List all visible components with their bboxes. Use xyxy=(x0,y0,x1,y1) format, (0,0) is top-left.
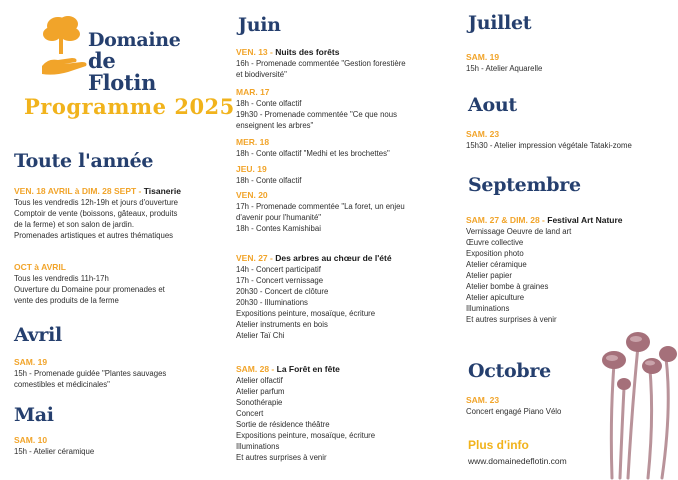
event-title: La Forêt en fête xyxy=(276,364,340,374)
event-title: Des arbres au chœur de l'été xyxy=(275,253,392,263)
event-date: VEN. 18 AVRIL à DIM. 28 SEPT - xyxy=(14,186,144,196)
event-line: Sortie de résidence théâtre xyxy=(236,420,330,429)
event-line: Atelier bombe à graines xyxy=(466,282,549,291)
logo xyxy=(38,14,188,95)
event-line: Ouverture du Domaine pour promenades et xyxy=(14,285,165,294)
event-juin-18 xyxy=(236,137,461,159)
event-title: Festival Art Nature xyxy=(547,215,623,225)
event-line: Atelier Taï Chi xyxy=(236,331,285,340)
event-date: SAM. 19 xyxy=(466,52,500,62)
event-line: Œuvre collective xyxy=(466,238,524,247)
event-line: Promenades artistiques et autres thématiques xyxy=(14,231,174,240)
event-line: Illuminations xyxy=(466,304,510,313)
event-date: VEN. 13 - xyxy=(236,47,276,57)
heading-year-round: Toute l'année xyxy=(14,150,154,172)
website-link[interactable]: www.domainedeflotin.com xyxy=(468,456,567,466)
event-line: d'avenir pour l'humanité" xyxy=(236,213,322,222)
event-juin-27 xyxy=(236,253,461,341)
heading-avril: Avril xyxy=(14,324,62,346)
event-line: Expositions peinture, mosaïque, écriture xyxy=(236,309,376,318)
event-tisanerie xyxy=(14,186,229,241)
heading-aout: Aout xyxy=(468,94,517,116)
event-line: Exposition photo xyxy=(466,249,524,258)
event-line: Et autres surprises à venir xyxy=(466,315,557,324)
event-line: comestibles et médicinales" xyxy=(14,380,110,389)
programme-title: Programme 2025 xyxy=(24,94,235,119)
event-title: Nuits des forêts xyxy=(275,47,340,57)
event-line: Atelier parfum xyxy=(236,387,285,396)
event-avril-19 xyxy=(14,357,229,390)
event-line: Atelier olfactif xyxy=(236,376,283,385)
event-line: Atelier papier xyxy=(466,271,512,280)
event-mai-10 xyxy=(14,435,229,457)
event-date: SAM. 10 xyxy=(14,435,48,445)
event-line: 15h30 - Atelier impression végétale Tataki-zome xyxy=(466,141,632,150)
event-juin-19 xyxy=(236,164,461,186)
event-line: 19h30 - Promenade commentée "Ce que nous xyxy=(236,110,397,119)
event-title: Tisanerie xyxy=(143,186,181,196)
logo-line-2: de Flotin xyxy=(88,48,157,95)
event-line: Atelier instruments en bois xyxy=(236,320,328,329)
event-date: MER. 18 xyxy=(236,137,270,147)
event-juin-28 xyxy=(236,364,461,463)
event-juin-20 xyxy=(236,190,461,234)
event-line: 16h - Promenade commentée "Gestion forestière xyxy=(236,59,406,68)
event-line: de la ferme) et son salon de jardin. xyxy=(14,220,135,229)
event-date: SAM. 19 xyxy=(14,357,48,367)
event-line: 14h - Concert participatif xyxy=(236,265,321,274)
heading-juin: Juin xyxy=(238,14,281,36)
event-date: SAM. 28 - xyxy=(236,364,277,374)
event-line: Sonothérapie xyxy=(236,398,283,407)
event-line: 15h - Promenade guidée "Plantes sauvages xyxy=(14,369,167,378)
event-juillet-19 xyxy=(466,52,671,74)
event-line: Comptoir de vente (boissons, gâteaux, produits xyxy=(14,209,178,218)
event-line: vente des produits de la ferme xyxy=(14,296,119,305)
event-line: enseignent les arbres" xyxy=(236,121,314,130)
event-line: 18h - Conte olfactif xyxy=(236,176,302,185)
event-date: MAR. 17 xyxy=(236,87,270,97)
event-line: 20h30 - Illuminations xyxy=(236,298,308,307)
event-line: Atelier céramique xyxy=(466,260,527,269)
event-line: 15h - Atelier céramique xyxy=(14,447,95,456)
info-heading: Plus d'info xyxy=(468,438,529,452)
event-line: 18h - Conte olfactif xyxy=(236,99,302,108)
heading-mai: Mai xyxy=(14,404,54,426)
event-date: VEN. 27 - xyxy=(236,253,276,263)
event-line: Concert engagé Piano Vélo xyxy=(466,407,562,416)
event-line: Illuminations xyxy=(236,442,280,451)
event-septembre-27 xyxy=(466,215,671,325)
tree-hand-icon xyxy=(38,14,92,84)
logo-line-1: Domaine xyxy=(88,29,181,51)
event-line: et biodiversité" xyxy=(236,70,287,79)
event-aout-23 xyxy=(466,129,671,151)
event-line: 18h - Contes Kamishibai xyxy=(236,224,321,233)
event-oct-avril xyxy=(14,262,229,306)
event-date: SAM. 23 xyxy=(466,395,500,405)
event-line: Atelier apiculture xyxy=(466,293,525,302)
event-juin-13 xyxy=(236,47,461,80)
event-line: 17h - Concert vernissage xyxy=(236,276,324,285)
event-line: Concert xyxy=(236,409,264,418)
event-line: Tous les vendredis 11h-17h xyxy=(14,274,109,283)
heading-juillet: Juillet xyxy=(468,12,532,34)
mushroom-illustration-icon xyxy=(592,328,678,480)
event-line: 15h - Atelier Aquarelle xyxy=(466,64,543,73)
event-line: Et autres surprises à venir xyxy=(236,453,327,462)
event-line: Vernissage Oeuvre de land art xyxy=(466,227,572,236)
event-date: VEN. 20 xyxy=(236,190,268,200)
event-line: 18h - Conte olfactif "Medhi et les brochettes" xyxy=(236,149,390,158)
event-date: SAM. 27 & DIM. 28 - xyxy=(466,215,548,225)
heading-septembre: Septembre xyxy=(468,174,581,196)
event-date: SAM. 23 xyxy=(466,129,500,139)
event-date: JEU. 19 xyxy=(236,164,267,174)
heading-octobre: Octobre xyxy=(468,360,551,382)
event-line: Tous les vendredis 12h-19h et jours d'ouverture xyxy=(14,198,179,207)
event-juin-17 xyxy=(236,87,461,131)
event-line: Expositions peinture, mosaïque, écriture xyxy=(236,431,376,440)
event-date: OCT à AVRIL xyxy=(14,262,66,272)
event-line: 20h30 - Concert de clôture xyxy=(236,287,329,296)
event-line: 17h - Promenade commentée "La foret, un enjeu xyxy=(236,202,405,211)
